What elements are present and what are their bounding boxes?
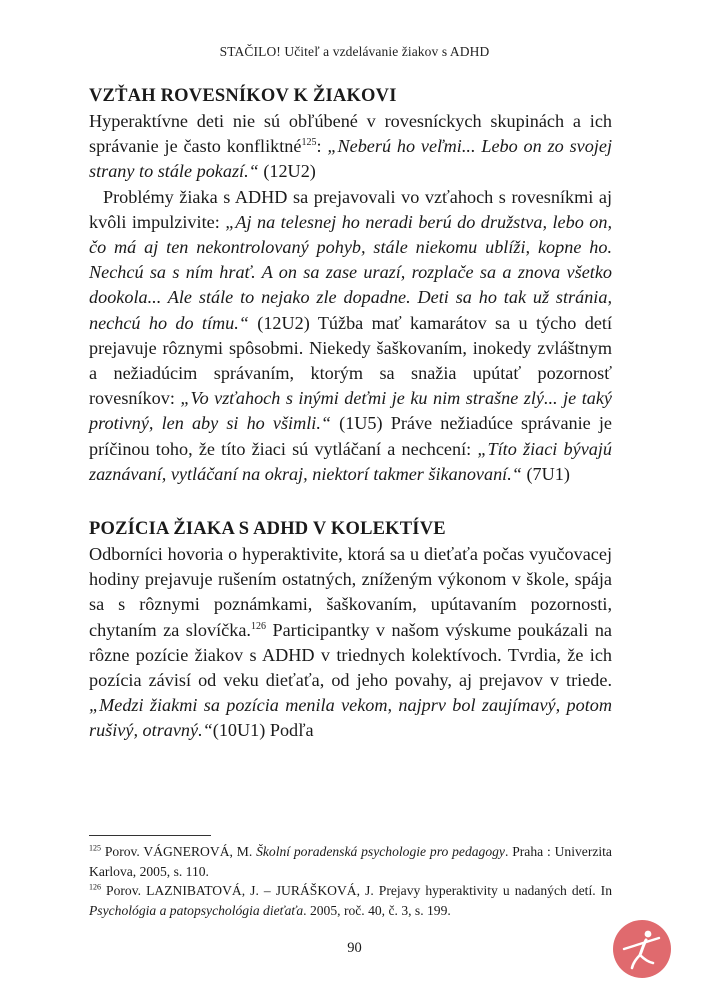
footnote-text: Porov. VÁGNEROVÁ, M. (101, 844, 257, 859)
text-run: Participantky v našom výskume poukázali na rôzne pozície žiakov s ADHD v triednych kolektívoch. Tvrdia, že ich pozícia závisí od veku dieťaťa, od jeho povahy, aj prejavov v triede. (89, 619, 613, 691)
footnote (89, 842, 612, 881)
footnote-text: Porov. LAZNIBATOVÁ, J. – JURÁŠKOVÁ, J. Prejavy hyperaktivity u nadaných detí. In (101, 883, 612, 898)
footnote-ref: 125 (301, 137, 317, 149)
page-number: 90 (347, 940, 362, 956)
footnote (89, 881, 612, 920)
page-body (89, 84, 612, 744)
quote: „Neberú ho veľmi... Lebo on zo svojej strany to stále pokazí.“ (89, 136, 612, 182)
text-run: (12U2) Túžba mať kamarátov sa u týcho detí prejavuje rôznymi spôsobmi. Niekedy šaškovaním, inokedy zvláštnym a nežiadúcim správaním, ktorým sa snažia upútať pozornosť rovesníkov: (89, 312, 613, 409)
footnote-divider (89, 835, 211, 836)
citation-code: (7U1) (521, 463, 570, 484)
paragraph (89, 109, 612, 185)
footnote-ref: 126 (250, 620, 266, 632)
footnote-number: 126 (89, 882, 101, 892)
quote: „Títo žiaci bývajú zaznávaní, vytláčaní na okraj, niektorí takmer šikanovaní.“ (89, 438, 613, 484)
text-run: Odborníci hovoria o hyperaktivite, ktorá sa u dieťaťa počas vyučovacej hodiny prejavuje rušením ostatných, zníženým výkonom v škole, spája sa s rôznymi poznámkami, šaškovaním, upútavaním pozornosti, chytaním za slovíčka. (89, 544, 612, 640)
footnote-title: Školní poradenská psychologie pro pedagogy (256, 844, 505, 859)
quote: „Medzi žiakmi sa pozícia menila vekom, najprv bol zaujímavý, potom rušivý, otravný.“ (89, 695, 612, 741)
footnote-text: . Praha : Univerzita Karlova, 2005, s. 110. (89, 844, 612, 879)
text-run: : (316, 136, 328, 157)
footnote-number: 125 (89, 843, 101, 853)
text-run: Hyperaktívne deti nie sú obľúbené v rovesníckych skupinách a ich správanie je často konfliktné (89, 111, 612, 157)
paragraph (89, 185, 612, 487)
quote: „Vo vzťahoch s inými deťmi je ku nim strašne zlý... je taký protivný, len aby si ho všimli.“ (89, 388, 612, 434)
text-run: (10U1) Podľa (212, 720, 314, 741)
footnotes (89, 842, 612, 920)
text-run: Problémy žiaka s ADHD sa prejavovali vo vzťahoch s rovesníkmi aj kvôli impulzivite: (89, 186, 612, 232)
quote: „Aj na telesnej ho neradi berú do družstva, lebo on, čo má aj ten nekontrolovaný pohyb, stále niekomu ublíži, kopne ho. Nechcú sa s ním hrať. A on sa zase urazí, rozplače sa a znova všetko dookola... Ale stále to nejako zle dopadne. Deti sa ho tak už stránia, nechcú ho do tímu.“ (89, 211, 613, 333)
citation-code: (12U2) (258, 161, 316, 182)
footnote-title: Psychológia a patopsychológia dieťaťa (89, 902, 304, 918)
text-run: (1U5) Práve nežiadúce správanie je príčinou toho, že títo žiaci sú vytláčaní a nechcení: (89, 413, 612, 459)
paragraph (89, 542, 612, 744)
running-header: STAČILO! Učiteľ a vzdelávanie žiakov s ADHD (219, 44, 490, 59)
section-heading-peer-relationship: VZŤAH ROVESNÍKOV K ŽIAKOVI (89, 86, 397, 106)
footnote-text: . 2005, roč. 40, č. 3, s. 199. (303, 902, 451, 918)
dancing-figure-logo-icon (612, 919, 672, 979)
section-heading-position-in-class: POZÍCIA ŽIAKA S ADHD V KOLEKTÍVE (89, 519, 446, 540)
